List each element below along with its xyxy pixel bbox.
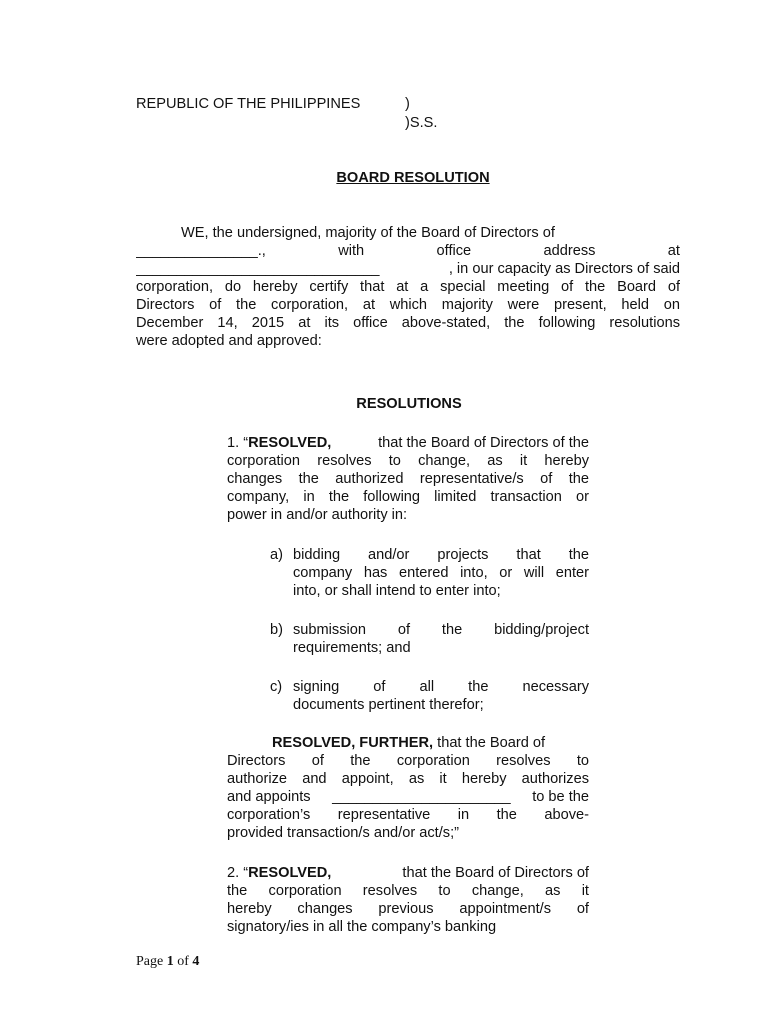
word: office [436, 243, 472, 259]
word: address [543, 243, 596, 259]
text: to be the [532, 789, 589, 805]
page-label: Page [136, 954, 167, 969]
word: with [338, 243, 365, 259]
item-b [270, 621, 589, 657]
intro-line [136, 242, 680, 260]
intro-line: December 14, 2015 at its office above-stated, the following resolutions [136, 315, 680, 331]
item-marker: c) [270, 679, 283, 695]
item-marker: a) [270, 547, 283, 563]
further-line: provided transaction/s and/or act/s;” [227, 825, 459, 841]
venue-paren: ) [405, 96, 410, 112]
item-line: requirements; and [293, 640, 411, 656]
intro-line [136, 260, 680, 278]
further-line: authorize and appoint, as it hereby authorizes [227, 771, 589, 787]
resolution-line: signatory/ies in all the company’s banking [227, 919, 497, 935]
text: , in our capacity as Directors of said [448, 261, 680, 277]
intro-line: WE, the undersigned, majority of the Board of Directors of [181, 225, 555, 241]
text: that the Board of [433, 735, 546, 751]
resolved-further [227, 734, 589, 842]
item-line: bidding and/or projects that the [293, 547, 589, 563]
further-line: Directors of the corporation resolves to [227, 753, 589, 769]
text: that the Board of Directors of the [378, 435, 589, 451]
resolution-line: changes the authorized representative/s of the [227, 471, 589, 487]
intro-line: were adopted and approved: [136, 333, 322, 349]
item-marker: b) [270, 622, 283, 638]
resolution-line: hereby changes previous appointment/s of [227, 901, 589, 917]
resolved-further-keyword: RESOLVED, FURTHER, [272, 735, 434, 751]
resolution-line: the corporation resolves to change, as it [227, 883, 589, 899]
page-total: 4 [192, 954, 200, 969]
resolution-line [227, 864, 589, 882]
resolution-line: company, in the following limited transaction or [227, 489, 589, 505]
resolution-line [227, 434, 589, 452]
further-line [227, 734, 589, 752]
item-line: signing of all the necessary [293, 679, 589, 695]
item-line: into, or shall intend to enter into; [293, 583, 501, 599]
page-number: 1 [166, 954, 174, 969]
intro-line: Directors of the corporation, at which majority were present, held on [136, 297, 680, 313]
item-c [270, 678, 589, 714]
resolution-number: 2. “ [227, 865, 249, 881]
blank-representative: ______________________ [332, 789, 511, 805]
of-label: of [173, 954, 193, 969]
text: that the Board of Directors of [402, 865, 589, 881]
further-line: corporation’s representative in the above- [227, 807, 589, 823]
resolution-line: power in and/or authority in: [227, 507, 408, 523]
intro-paragraph [136, 224, 680, 350]
document-title: BOARD RESOLUTION [336, 170, 490, 186]
word: at [667, 243, 680, 259]
country-heading: REPUBLIC OF THE PHILIPPINES [136, 96, 361, 112]
item-line: company has entered into, or will enter [293, 565, 589, 581]
ss-label: )S.S. [405, 115, 438, 131]
blank-office-address: ______________________________ [136, 261, 380, 277]
resolutions-heading: RESOLUTIONS [356, 396, 462, 412]
item-line: documents pertinent therefor; [293, 697, 484, 713]
item-line: submission of the bidding/project [293, 622, 589, 638]
resolved-keyword: RESOLVED, [248, 435, 332, 451]
resolution-2 [227, 864, 589, 936]
resolved-keyword: RESOLVED, [248, 865, 332, 881]
resolution-line: corporation resolves to change, as it hereby [227, 453, 589, 469]
resolution-number: 1. “ [227, 435, 249, 451]
text: and appoints [227, 789, 311, 805]
blank-company-name: _______________., [136, 243, 266, 259]
page-indicator [136, 954, 199, 970]
item-a [270, 546, 589, 600]
resolution-1 [227, 434, 589, 524]
intro-line: corporation, do hereby certify that at a special meeting of the Board of [136, 279, 680, 295]
further-line [227, 788, 589, 806]
